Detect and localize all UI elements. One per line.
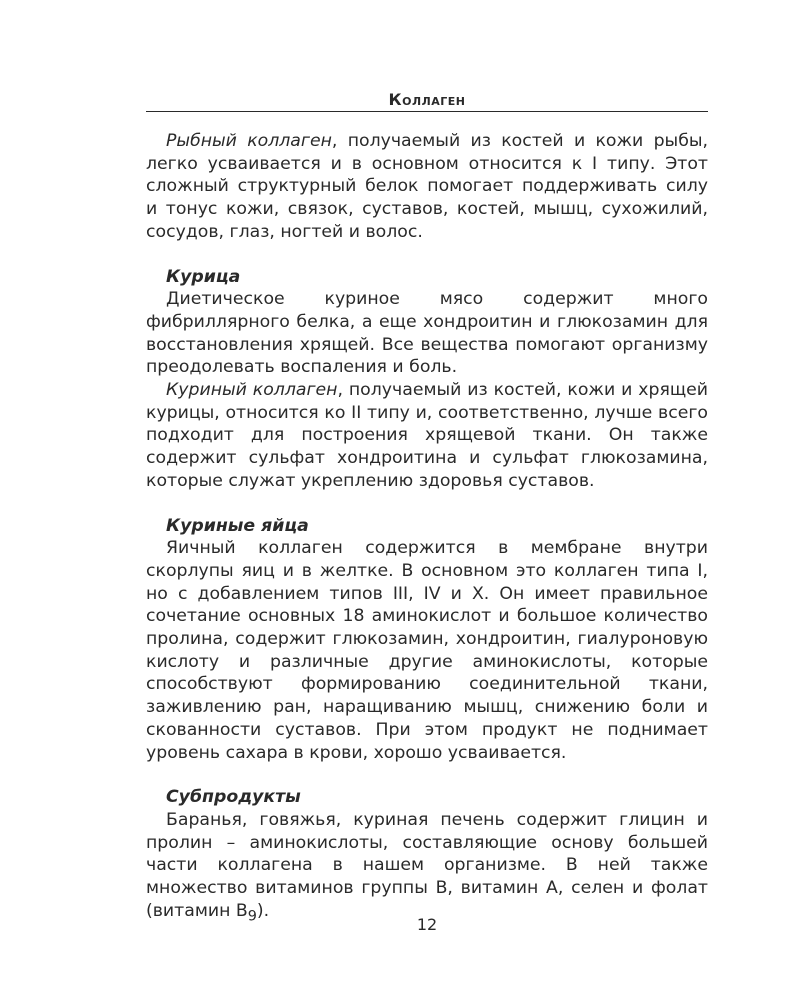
offal-text-end: ). [256, 900, 270, 921]
paragraph-fish-collagen [146, 130, 708, 244]
page-body [146, 130, 708, 928]
header-rule [146, 111, 708, 112]
book-page [146, 0, 708, 1000]
running-header: Коллаген [388, 90, 466, 109]
offal-text: Баранья, говяжья, куриная печень содержит глицин и пролин – аминокислоты, составляющие основу большей части коллагена в нашем организме. В ней также множество витаминов группы В, витамин А, селен и фолат (витамин В [146, 809, 708, 921]
term-fish-collagen: Рыбный коллаген [166, 131, 332, 151]
heading-offal: Субпродукты [166, 787, 301, 808]
term-chicken-collagen: Куриный коллаген [166, 380, 338, 401]
page-number: 12 [416, 915, 438, 934]
paragraph-eggs: Яичный коллаген содержится в мембране внутри скорлупы яиц и в желтке. В основном это коллаген типа I, но с добавлением типов III, IV и X. Он имеет правильное сочетание основных 18 аминокислот и большое количество пролина, содержит глюкозамин, хондроитин, гиалуроновую кислоту и различные другие аминокислоты, которые способствуют формированию соединительной ткани, заживлению ран, наращиванию мышц, снижению боли и скованности суставов. При этом продукт не поднимает уровень сахара в крови, хорошо усваивается. [146, 538, 708, 763]
paragraph-chicken-collagen [146, 379, 708, 493]
heading-eggs: Куриные яйца [166, 515, 309, 536]
paragraph-offal [146, 809, 708, 928]
vitamin-subscript: 9 [247, 908, 257, 925]
paragraph-chicken-meat: Диетическое куриное мясо содержит много фибриллярного белка, а еще хондроитин и глюкозамин для восстановления хрящей. Все вещества помогают организму преодолевать воспаления и боль. [146, 289, 708, 378]
chicken-collagen-text: , получаемый из костей, кожи и хрящей курицы, относится ко II типу и, соответственно, лучше всего подходит для построения хрящевой ткани. Он также содержит сульфат хондроитина и сульфат глюкозамина, которые служат укреплению здоровья суставов. [146, 380, 708, 491]
heading-chicken: Курица [166, 266, 241, 287]
fish-collagen-text: , получаемый из костей и кожи рыбы, легко усваивается и в основном относится к I типу. Этот сложный структурный белок помогает поддерживать силу и тонус кожи, связок, суставов, костей, мышц, сухожилий, сосудов, глаз, ногтей и волос. [146, 131, 708, 242]
